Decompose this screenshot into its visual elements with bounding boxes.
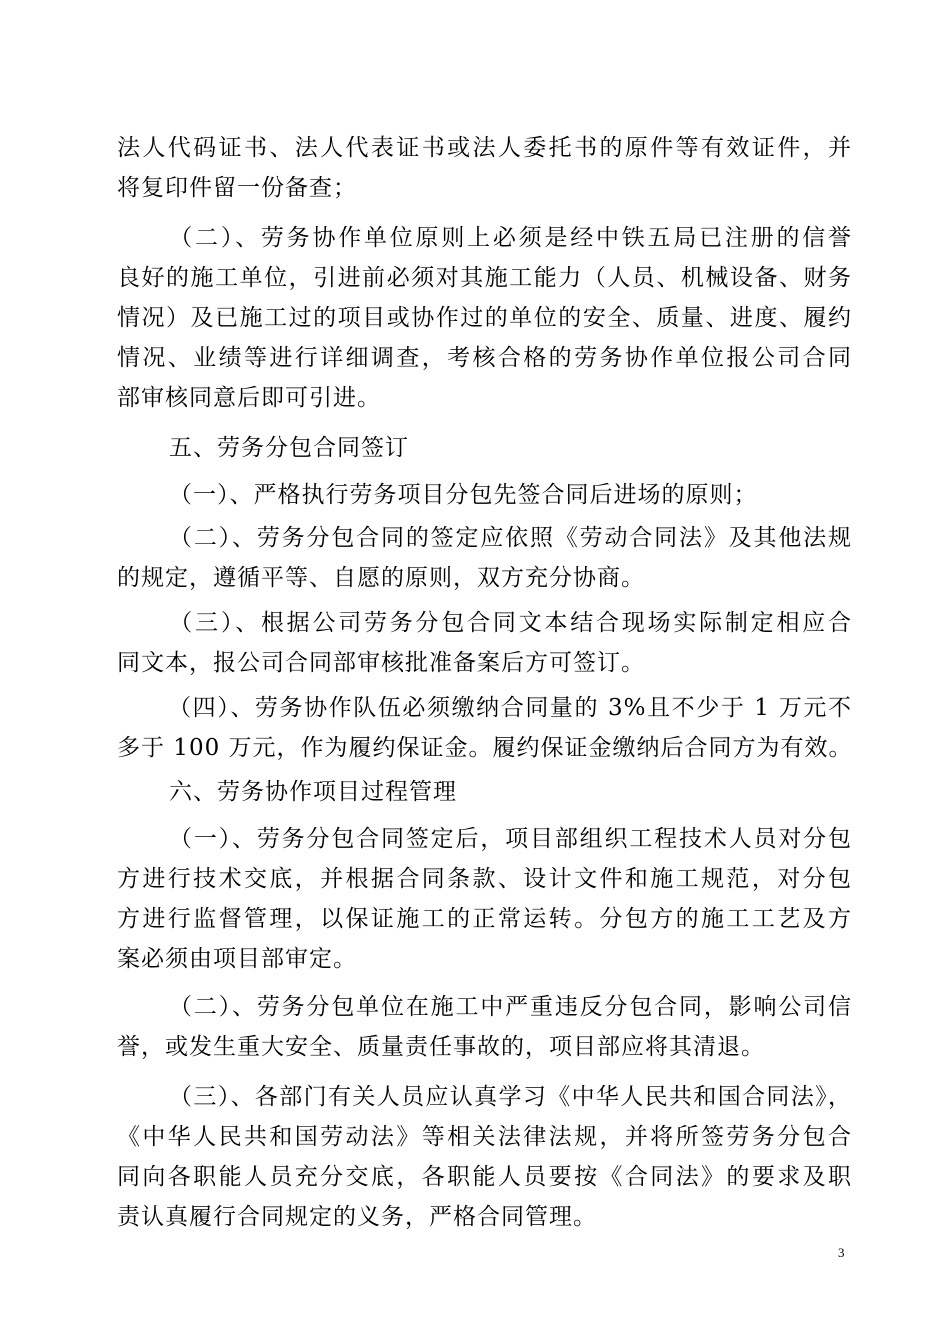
body-text-line: 情况）及已施工过的项目或协作过的单位的安全、质量、进度、履约 bbox=[117, 305, 852, 331]
body-text-line: 良好的施工单位，引进前必须对其施工能力（人员、机械设备、财务 bbox=[117, 265, 852, 291]
page-number: 3 bbox=[838, 1245, 845, 1260]
body-text-line: 案必须由项目部审定。 bbox=[117, 946, 357, 972]
body-text-line: （二）、劳务分包单位在施工中严重违反分包合同，影响公司信 bbox=[169, 994, 852, 1020]
body-text-line: （二）、劳务协作单位原则上必须是经中铁五局已注册的信誉 bbox=[155, 225, 852, 251]
body-text-line: （一）、严格执行劳务项目分包先签合同后进场的原则； bbox=[169, 482, 758, 508]
body-text-line: 的规定，遵循平等、自愿的原则，双方充分协商。 bbox=[117, 565, 645, 591]
body-text-line: 法人代码证书、法人代表证书或法人委托书的原件等有效证件，并 bbox=[117, 135, 852, 161]
body-text-line: （四）、劳务协作队伍必须缴纳合同量的 3%且不少于 1 万元不 bbox=[155, 695, 852, 721]
body-text-line: 方进行监督管理，以保证施工的正常运转。分包方的施工工艺及方 bbox=[117, 906, 852, 932]
section-heading: 五、劳务分包合同签订 bbox=[169, 435, 409, 461]
body-text-line: 方进行技术交底，并根据合同条款、设计文件和施工规范，对分包 bbox=[117, 866, 852, 892]
body-text-line: 誉，或发生重大安全、质量责任事故的，项目部应将其清退。 bbox=[117, 1034, 765, 1060]
body-text-line: 同向各职能人员充分交底，各职能人员要按《合同法》的要求及职 bbox=[117, 1164, 852, 1190]
body-text-line: （一）、劳务分包合同签定后，项目部组织工程技术人员对分包 bbox=[169, 826, 852, 852]
body-text-line: 《中华人民共和国劳动法》等相关法律法规，并将所签劳务分包合 bbox=[117, 1124, 852, 1150]
body-text-line: 部审核同意后即可引进。 bbox=[117, 385, 381, 411]
body-text-line: 将复印件留一份备查； bbox=[117, 175, 357, 201]
body-text-line: 责认真履行合同规定的义务，严格合同管理。 bbox=[117, 1204, 597, 1230]
section-heading: 六、劳务协作项目过程管理 bbox=[169, 779, 457, 805]
body-text-line: 同文本，报公司合同部审核批准备案后方可签订。 bbox=[117, 650, 645, 676]
body-text-line: （三）、根据公司劳务分包合同文本结合现场实际制定相应合 bbox=[155, 610, 852, 636]
body-text-line: （二）、劳务分包合同的签定应依照《劳动合同法》及其他法规 bbox=[169, 525, 852, 551]
body-text-line: 情况、业绩等进行详细调查，考核合格的劳务协作单位报公司合同 bbox=[117, 345, 852, 371]
body-text-line: 多于 100 万元，作为履约保证金。履约保证金缴纳后合同方为有效。 bbox=[117, 735, 853, 761]
body-text-line: （三）、各部门有关人员应认真学习《中华人民共和国合同法》， bbox=[169, 1084, 852, 1110]
